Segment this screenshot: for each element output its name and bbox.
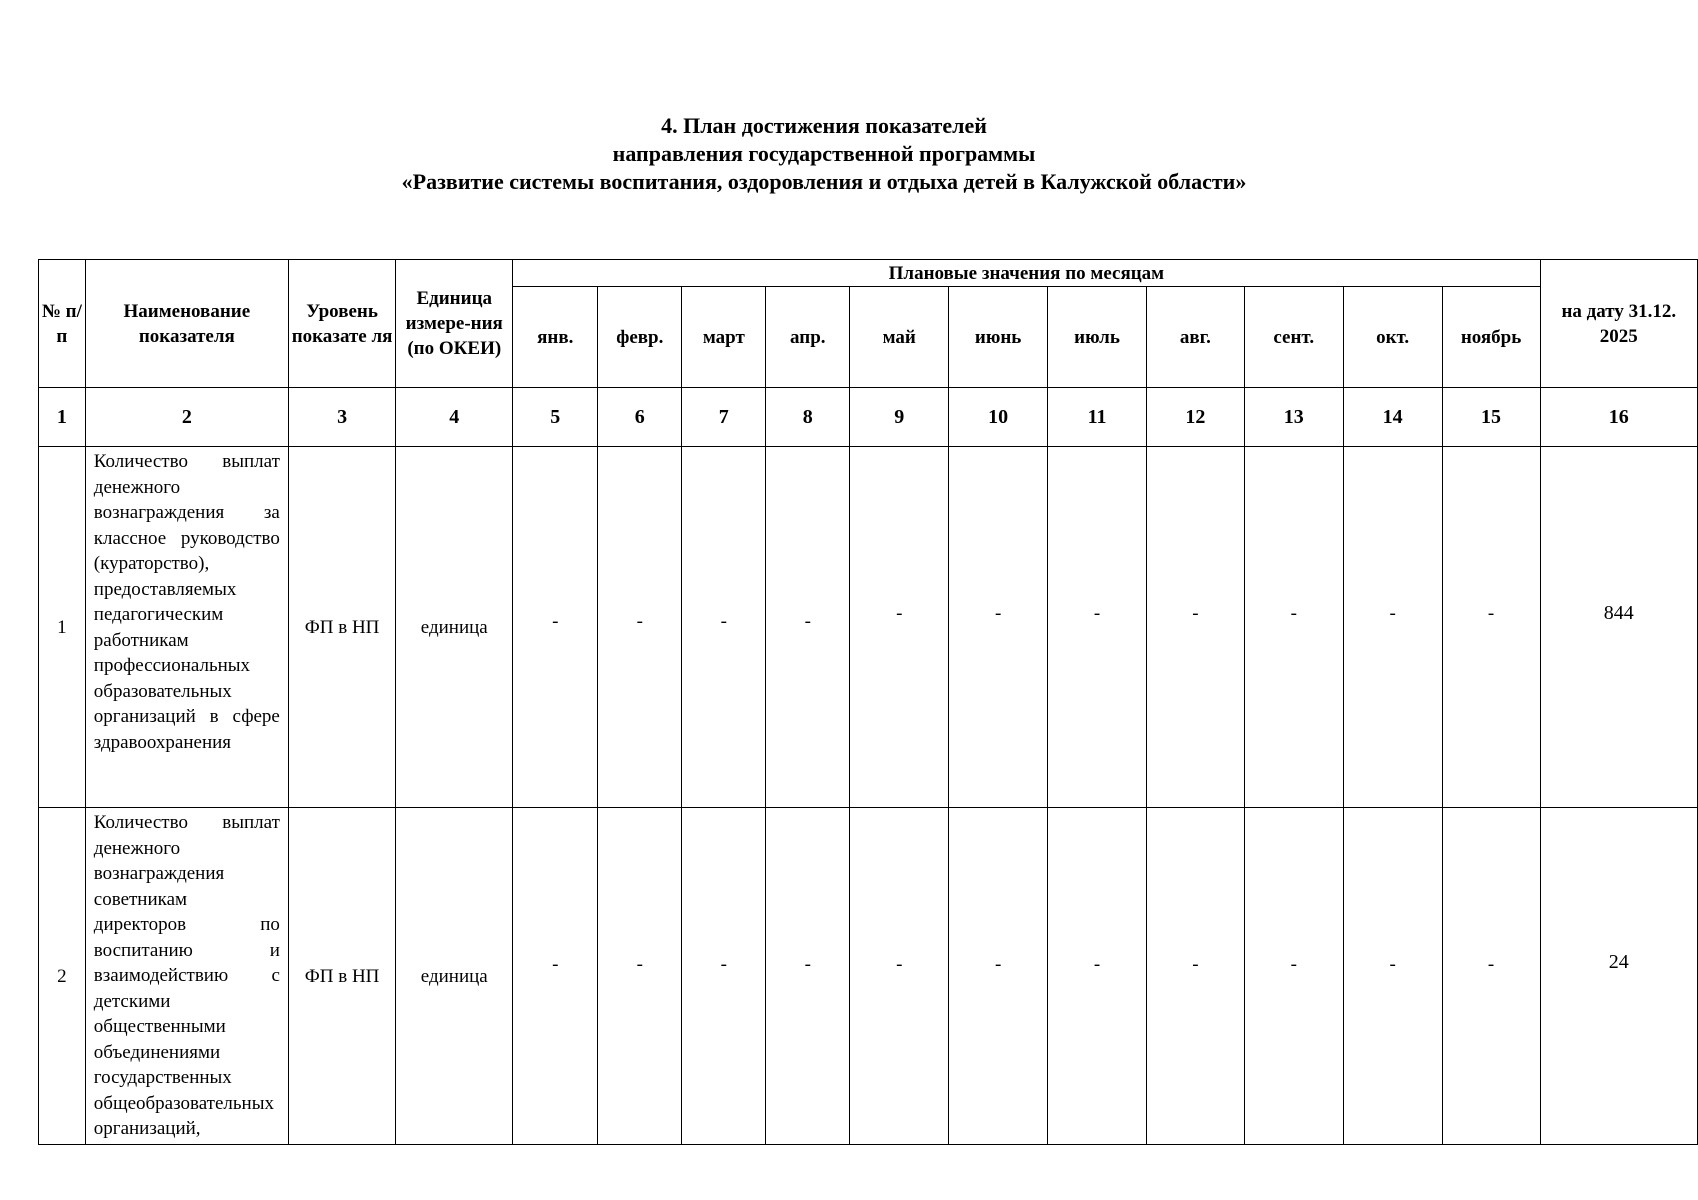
header-month: май [850,287,949,388]
month-value: - [682,808,766,1145]
header-month: март [682,287,766,388]
month-value: - [1048,808,1147,1145]
column-number: 10 [949,388,1048,447]
month-value: - [850,447,949,808]
header-level: Уровень показате ля [288,260,395,388]
header-month: июль [1048,287,1147,388]
month-value: - [1442,447,1540,808]
month-value: - [1048,447,1147,808]
column-number: 3 [288,388,395,447]
header-date: на дату 31.12. 2025 [1540,260,1697,388]
indicator-name: Количество выплат денежного вознаграждения за классное руководство (кураторство), предоставляемых педагогическим работникам профессиональных образовательных организаций в сфере здравоохранения [85,447,288,808]
column-number: 13 [1244,388,1343,447]
column-number: 7 [682,388,766,447]
month-value: - [766,808,850,1145]
month-value: - [1244,447,1343,808]
column-number: 11 [1048,388,1147,447]
header-name: Наименование показателя [85,260,288,388]
column-number: 6 [598,388,682,447]
month-value: - [513,808,598,1145]
month-value: - [1343,447,1442,808]
month-value: - [1244,808,1343,1145]
month-value: - [949,447,1048,808]
header-num: № п/п [39,260,86,388]
header-month: авг. [1146,287,1244,388]
month-value: - [1343,808,1442,1145]
total-value: 844 [1540,447,1697,808]
column-number: 9 [850,388,949,447]
row-num: 2 [39,808,86,1145]
month-value: - [1146,447,1244,808]
month-value: - [598,447,682,808]
column-number: 1 [39,388,86,447]
table-row [39,447,1698,808]
column-number: 2 [85,388,288,447]
header-month: апр. [766,287,850,388]
indicator-unit: единица [396,447,513,808]
table-row [39,808,1698,1145]
header-month: янв. [513,287,598,388]
month-value: - [682,447,766,808]
header-month: ноябрь [1442,287,1540,388]
indicator-unit: единица [396,808,513,1145]
indicator-name: Количество выплат денежного вознаграждения советникам директоров по воспитанию и взаимодействию с детскими общественными объединениями государственных общеобразовательных организаций, [85,808,288,1145]
title-line-2: направления государственной программы [612,141,1036,166]
month-value: - [513,447,598,808]
month-value: - [1146,808,1244,1145]
column-number: 15 [1442,388,1540,447]
month-value: - [766,447,850,808]
header-month: окт. [1343,287,1442,388]
indicator-level: ФП в НП [288,808,395,1145]
header-month: июнь [949,287,1048,388]
column-number: 16 [1540,388,1697,447]
month-value: - [598,808,682,1145]
column-numbers-row [39,388,1698,447]
title-line-1: 4. План достижения показателей [661,113,987,138]
header-month: февр. [598,287,682,388]
indicators-plan-table [38,259,1698,1145]
row-num: 1 [39,447,86,808]
header-month: сент. [1244,287,1343,388]
month-value: - [850,808,949,1145]
column-number: 5 [513,388,598,447]
month-value: - [949,808,1048,1145]
header-unit: Единица измере-ния (по ОКЕИ) [396,260,513,388]
column-number: 14 [1343,388,1442,447]
document-title [0,112,1698,196]
month-value: - [1442,808,1540,1145]
title-line-3: «Развитие системы воспитания, оздоровления и отдыха детей в Калужской области» [401,169,1247,194]
header-plan-group: Плановые значения по месяцам [513,260,1540,287]
column-number: 4 [396,388,513,447]
indicator-level: ФП в НП [288,447,395,808]
column-number: 8 [766,388,850,447]
total-value: 24 [1540,808,1697,1145]
column-number: 12 [1146,388,1244,447]
